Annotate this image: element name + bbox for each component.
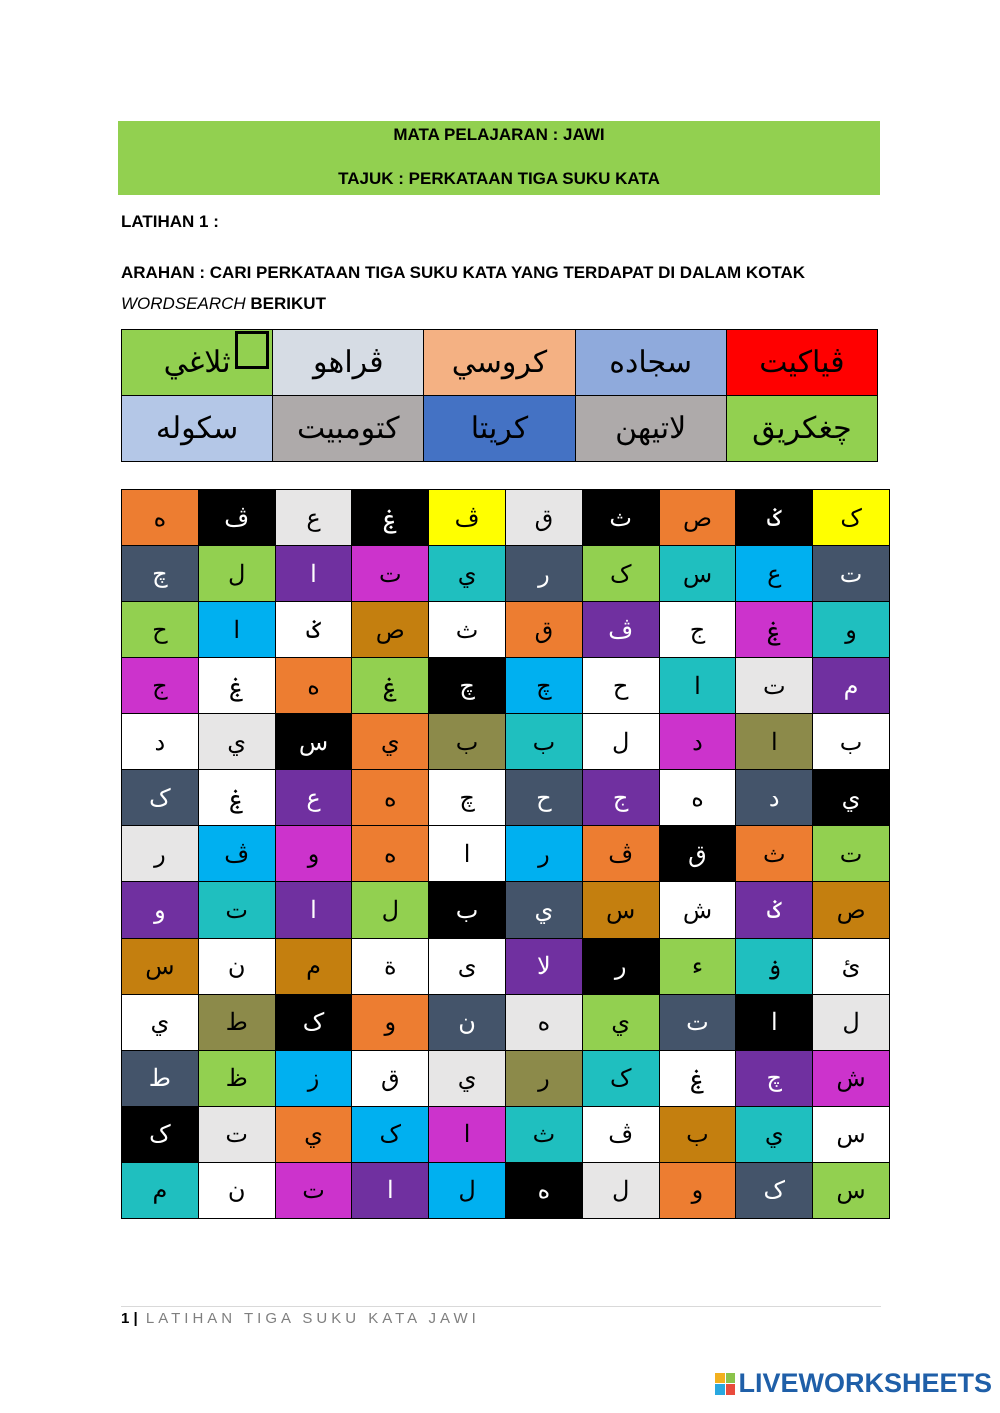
- letter-cell[interactable]: ا: [275, 882, 352, 938]
- letter-cell[interactable]: ز: [275, 1050, 352, 1106]
- instruction-part2: BERIKUT: [245, 294, 326, 313]
- word-cell: ثلاغي: [122, 330, 273, 396]
- letter-cell[interactable]: ر: [122, 826, 199, 882]
- letter-cell[interactable]: ع: [736, 546, 813, 602]
- letter-cell[interactable]: ج: [582, 770, 659, 826]
- letter-cell[interactable]: ت: [659, 994, 736, 1050]
- letter-cell[interactable]: ئ: [813, 938, 890, 994]
- letter-cell[interactable]: ا: [659, 658, 736, 714]
- letter-cell[interactable]: ص: [813, 882, 890, 938]
- letter-cell[interactable]: ء: [659, 938, 736, 994]
- letter-cell[interactable]: س: [122, 938, 199, 994]
- letter-cell[interactable]: ڤ: [582, 1106, 659, 1162]
- letter-cell[interactable]: ڤ: [198, 490, 275, 546]
- letter-cell[interactable]: ص: [659, 490, 736, 546]
- letter-cell[interactable]: ث: [582, 490, 659, 546]
- letter-cell[interactable]: ي: [813, 770, 890, 826]
- header-band: [118, 121, 880, 195]
- letter-cell[interactable]: ظ: [198, 1050, 275, 1106]
- letter-cell[interactable]: چ: [505, 658, 582, 714]
- letter-cell[interactable]: ح: [582, 658, 659, 714]
- letter-cell[interactable]: ش: [659, 882, 736, 938]
- grid-row: [122, 938, 890, 994]
- letter-cell[interactable]: ا: [736, 714, 813, 770]
- letter-cell[interactable]: ج: [659, 602, 736, 658]
- letter-cell[interactable]: ث: [505, 1106, 582, 1162]
- letter-cell[interactable]: ل: [352, 882, 429, 938]
- letter-cell[interactable]: ڤ: [582, 826, 659, 882]
- letter-cell[interactable]: ک: [275, 994, 352, 1050]
- letter-cell[interactable]: ۏ: [736, 938, 813, 994]
- letter-cell[interactable]: ا: [429, 1106, 506, 1162]
- letter-cell[interactable]: ا: [352, 1162, 429, 1218]
- letter-cell[interactable]: ت: [352, 546, 429, 602]
- letter-cell[interactable]: لا: [505, 938, 582, 994]
- letter-cell[interactable]: و: [659, 1162, 736, 1218]
- letter-cell[interactable]: ث: [736, 826, 813, 882]
- letter-cell[interactable]: ج: [122, 658, 199, 714]
- grid-row: [122, 1106, 890, 1162]
- letter-cell[interactable]: ح: [505, 770, 582, 826]
- instruction-text: [121, 257, 881, 319]
- subject-title: MATA PELAJARAN : JAWI: [393, 125, 605, 144]
- letter-cell[interactable]: ه: [659, 770, 736, 826]
- grid-row: [122, 826, 890, 882]
- letter-cell[interactable]: ک: [352, 1106, 429, 1162]
- letter-cell[interactable]: د: [122, 714, 199, 770]
- letter-cell[interactable]: ت: [198, 882, 275, 938]
- letter-cell[interactable]: ر: [505, 1050, 582, 1106]
- letter-cell[interactable]: ي: [429, 546, 506, 602]
- word-cell: کريتا: [424, 396, 575, 462]
- letter-cell[interactable]: ت: [813, 546, 890, 602]
- letter-cell[interactable]: ک: [122, 1106, 199, 1162]
- grid-row: [122, 490, 890, 546]
- letter-cell[interactable]: ي: [122, 994, 199, 1050]
- wordsearch-grid: [121, 489, 890, 1219]
- letter-cell[interactable]: ه: [505, 994, 582, 1050]
- letter-cell[interactable]: ق: [505, 490, 582, 546]
- letter-cell[interactable]: ب: [429, 882, 506, 938]
- grid-row: [122, 602, 890, 658]
- letter-cell[interactable]: ش: [813, 1050, 890, 1106]
- grid-row: [122, 1162, 890, 1218]
- letter-cell[interactable]: ل: [198, 546, 275, 602]
- letter-cell[interactable]: چ: [429, 658, 506, 714]
- letter-cell[interactable]: ه: [505, 1162, 582, 1218]
- letter-cell[interactable]: ي: [275, 1106, 352, 1162]
- letter-cell[interactable]: ک: [122, 770, 199, 826]
- letter-cell[interactable]: ل: [582, 714, 659, 770]
- exercise-title: LATIHAN 1 :: [121, 212, 219, 231]
- logo-text: LIVEWORKSHEETS: [738, 1368, 992, 1398]
- letter-cell[interactable]: ي: [582, 994, 659, 1050]
- letter-cell[interactable]: ڤ: [429, 490, 506, 546]
- letter-cell[interactable]: ۼ: [352, 490, 429, 546]
- logo-mark-icon: [715, 1373, 735, 1395]
- letter-cell[interactable]: ث: [429, 602, 506, 658]
- footer-label: LATIHAN TIGA SUKU KATA JAWI: [145, 1310, 480, 1327]
- letter-cell[interactable]: ݢ: [736, 490, 813, 546]
- instruction-italic: WORDSEARCH: [121, 294, 246, 313]
- letter-cell[interactable]: ى: [429, 938, 506, 994]
- letter-cell[interactable]: م: [275, 938, 352, 994]
- letter-cell[interactable]: ص: [352, 602, 429, 658]
- letter-cell[interactable]: ا: [429, 826, 506, 882]
- letter-cell[interactable]: د: [659, 714, 736, 770]
- letter-cell[interactable]: و: [275, 826, 352, 882]
- word-cell: کتومبيت: [273, 396, 424, 462]
- word-cell: ڤراهو: [273, 330, 424, 396]
- letter-cell[interactable]: ق: [352, 1050, 429, 1106]
- letter-cell[interactable]: س: [659, 546, 736, 602]
- letter-cell[interactable]: چ: [429, 770, 506, 826]
- letter-cell[interactable]: ۼ: [198, 658, 275, 714]
- letter-cell[interactable]: ک: [582, 546, 659, 602]
- letter-cell[interactable]: ت: [275, 1162, 352, 1218]
- letter-cell[interactable]: م: [813, 658, 890, 714]
- grid-row: [122, 1050, 890, 1106]
- letter-cell[interactable]: ع: [275, 770, 352, 826]
- letter-cell[interactable]: ر: [582, 938, 659, 994]
- letter-cell[interactable]: ڤ: [582, 602, 659, 658]
- topic-title: TAJUK : PERKATAAN TIGA SUKU KATA: [338, 169, 660, 188]
- letter-cell[interactable]: ت: [813, 826, 890, 882]
- letter-cell[interactable]: س: [582, 882, 659, 938]
- letter-cell[interactable]: ب: [505, 714, 582, 770]
- letter-cell[interactable]: ک: [736, 1162, 813, 1218]
- grid-row: [122, 714, 890, 770]
- liveworksheets-logo: [715, 1368, 992, 1399]
- grid-row: [122, 994, 890, 1050]
- letter-cell[interactable]: ه: [275, 658, 352, 714]
- letter-cell[interactable]: س: [275, 714, 352, 770]
- instruction-part1: ARAHAN : CARI PERKATAAN TIGA SUKU KATA YANG TERDAPAT DI DALAM KOTAK: [121, 263, 806, 282]
- letter-cell[interactable]: ا: [736, 994, 813, 1050]
- letter-cell[interactable]: ت: [198, 1106, 275, 1162]
- letter-cell[interactable]: ه: [122, 490, 199, 546]
- letter-cell[interactable]: ݢ: [275, 602, 352, 658]
- letter-cell[interactable]: ب: [429, 714, 506, 770]
- footer: [121, 1310, 480, 1327]
- letter-cell[interactable]: ݢ: [736, 882, 813, 938]
- letter-cell[interactable]: ن: [198, 938, 275, 994]
- letter-cell[interactable]: ۼ: [659, 1050, 736, 1106]
- word-cell: کروسي: [424, 330, 575, 396]
- letter-cell[interactable]: ۼ: [736, 602, 813, 658]
- word-cell: سجاده: [575, 330, 726, 396]
- letter-cell[interactable]: ق: [659, 826, 736, 882]
- letter-cell[interactable]: ل: [813, 994, 890, 1050]
- letter-cell[interactable]: ت: [736, 658, 813, 714]
- letter-cell[interactable]: ح: [122, 602, 199, 658]
- letter-cell[interactable]: ي: [505, 882, 582, 938]
- word-cell: چغکريق: [726, 396, 877, 462]
- letter-cell[interactable]: ه: [352, 770, 429, 826]
- letter-cell[interactable]: ل: [582, 1162, 659, 1218]
- letter-cell[interactable]: ل: [429, 1162, 506, 1218]
- letter-cell[interactable]: ک: [582, 1050, 659, 1106]
- letter-cell[interactable]: ع: [275, 490, 352, 546]
- letter-cell[interactable]: م: [122, 1162, 199, 1218]
- letter-cell[interactable]: ي: [736, 1106, 813, 1162]
- letter-cell[interactable]: ن: [198, 1162, 275, 1218]
- letter-cell[interactable]: ۼ: [198, 770, 275, 826]
- letter-cell[interactable]: ق: [505, 602, 582, 658]
- letter-cell[interactable]: س: [813, 1106, 890, 1162]
- word-cell: ڤياکيت: [726, 330, 877, 396]
- letter-cell[interactable]: ي: [429, 1050, 506, 1106]
- letter-cell[interactable]: ة: [352, 938, 429, 994]
- letter-cell[interactable]: ب: [813, 714, 890, 770]
- page-number: 1 |: [121, 1310, 138, 1327]
- grid-row: [122, 658, 890, 714]
- word-cell: سکوله: [122, 396, 273, 462]
- letter-cell[interactable]: ر: [505, 826, 582, 882]
- letter-cell[interactable]: ا: [275, 546, 352, 602]
- grid-row: [122, 882, 890, 938]
- grid-row: [122, 546, 890, 602]
- letter-cell[interactable]: ط: [122, 1050, 199, 1106]
- grid-row: [122, 770, 890, 826]
- letter-cell[interactable]: ه: [352, 826, 429, 882]
- letter-cell[interactable]: ڤ: [198, 826, 275, 882]
- letter-cell[interactable]: و: [122, 882, 199, 938]
- letter-cell[interactable]: ک: [813, 490, 890, 546]
- word-row: [122, 396, 878, 462]
- letter-cell[interactable]: ي: [352, 714, 429, 770]
- letter-cell[interactable]: ي: [198, 714, 275, 770]
- letter-cell[interactable]: ۼ: [352, 658, 429, 714]
- letter-cell[interactable]: و: [352, 994, 429, 1050]
- answer-checkbox[interactable]: [235, 331, 269, 369]
- letter-cell[interactable]: و: [813, 602, 890, 658]
- word-cell: لاتيهن: [575, 396, 726, 462]
- letter-cell[interactable]: چ: [736, 1050, 813, 1106]
- letter-cell[interactable]: ط: [198, 994, 275, 1050]
- letter-cell[interactable]: د: [736, 770, 813, 826]
- letter-cell[interactable]: س: [813, 1162, 890, 1218]
- letter-cell[interactable]: چ: [122, 546, 199, 602]
- footer-divider: [121, 1306, 881, 1307]
- letter-cell[interactable]: ر: [505, 546, 582, 602]
- letter-cell[interactable]: ب: [659, 1106, 736, 1162]
- letter-cell[interactable]: ن: [429, 994, 506, 1050]
- letter-cell[interactable]: ا: [198, 602, 275, 658]
